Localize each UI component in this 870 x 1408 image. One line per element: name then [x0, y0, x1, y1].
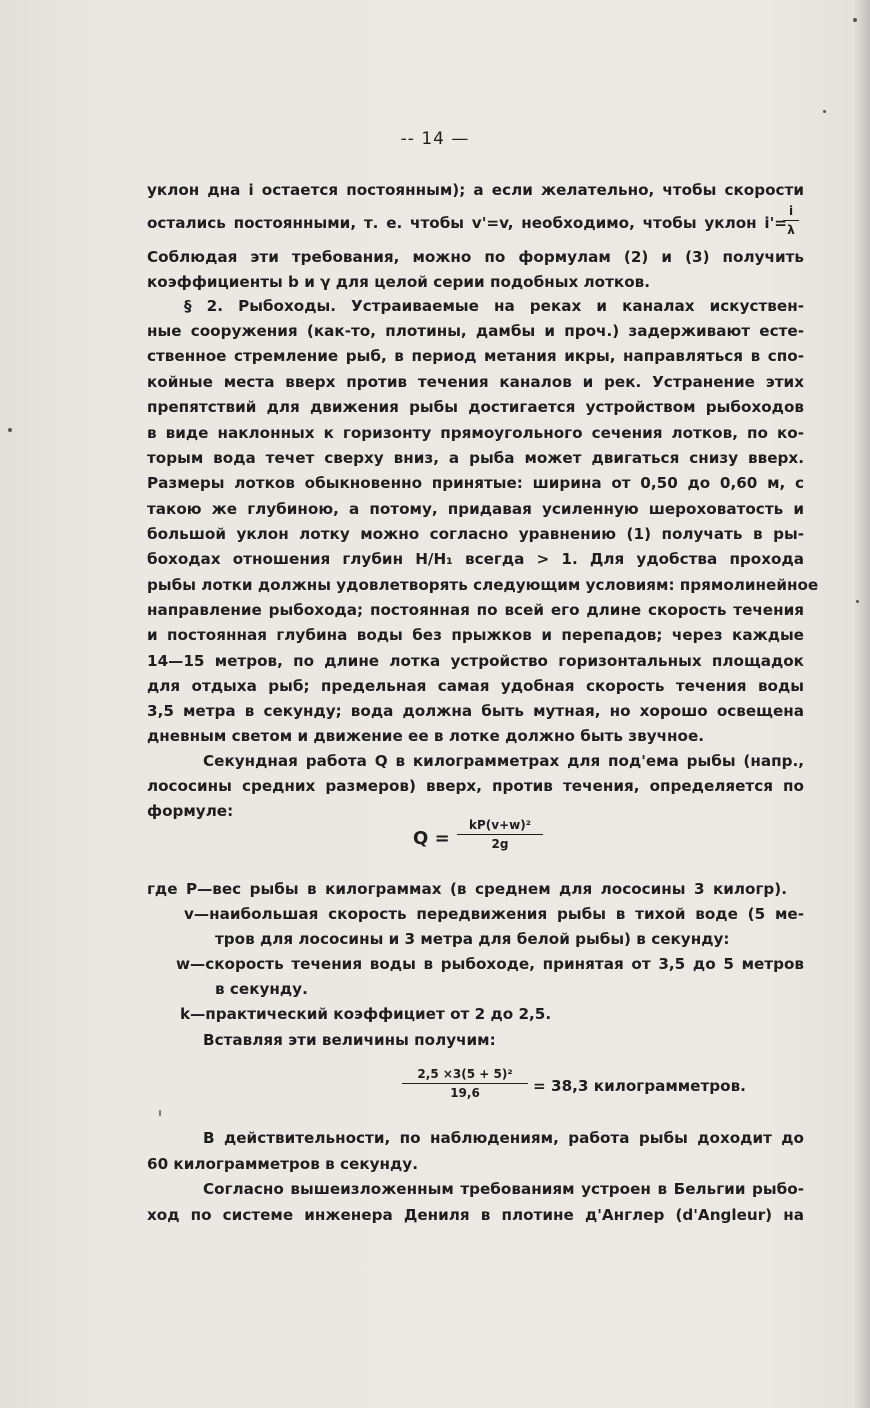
formula2-numerator: 2,5 ×3(5 + 5)²	[402, 1067, 528, 1084]
formula2-fraction	[402, 1067, 528, 1100]
text-line-22: дневным светом и движение ее в лотке должно быть звучное.	[147, 727, 705, 745]
text-line-10: в виде наклонных к горизонту прямоугольного сечения лотков, по ко-	[147, 424, 804, 442]
formula1-lhs: Q =	[413, 828, 450, 849]
speck	[853, 18, 857, 22]
text-line-32: Вставляя эти величины получим:	[203, 1031, 496, 1049]
text-line-8: койные места вверх против течения каналов и рек. Устранение этих	[147, 373, 804, 391]
formula1-fraction	[457, 818, 543, 851]
formula2-denominator: 19,6	[450, 1086, 480, 1100]
text-line-1: уклон дна i остается постоянным); а если желательно, чтобы скорости	[147, 181, 804, 199]
formula1-numerator: kP(v+w)²	[457, 818, 543, 835]
text-line-28: тров для лососины и 3 метра для белой рыбы) в секунду:	[215, 930, 730, 948]
text-line-12: Размеры лотков обыкновенно принятые: ширина от 0,50 до 0,60 м, с	[147, 474, 804, 492]
speck	[856, 600, 859, 603]
text-line-21: 3,5 метра в секунду; вода должна быть мутная, но хорошо освещена	[147, 702, 804, 720]
inline-fraction-numerator: i	[783, 204, 799, 221]
text-line-15: боходах отношения глубин H/H₁ всегда > 1. Для удобства прохода	[147, 550, 804, 568]
paragraph-heading-line: § 2. Рыбоходы. Устраиваемые на реках и каналах искуствен-	[184, 297, 804, 315]
text-line-2: остались постоянными, т. е. чтобы v'=v, необходимо, чтобы уклон i'=	[147, 214, 787, 232]
text-line-18: и постоянная глубина воды без прыжков и перепадов; через каждые	[147, 626, 804, 644]
text-line-35: Согласно вышеизложенным требованиям устроен в Бельгии рыбо-	[203, 1180, 804, 1198]
page-number: -- 14 —	[400, 129, 470, 149]
text-line-17: направление рыбохода; постоянная по всей его длине скорость течения	[147, 601, 804, 619]
text-line-31: k—практический коэффициет от 2 до 2,5.	[180, 1005, 552, 1023]
page-edge-shadow	[854, 0, 870, 1408]
text-line-25: формуле:	[147, 802, 234, 820]
text-line-6: ные сооружения (как-то, плотины, дамбы и проч.) задерживают есте-	[147, 322, 804, 340]
speck	[159, 1110, 161, 1116]
text-line-33: В действительности, по наблюдениям, работа рыбы доходит до	[203, 1129, 804, 1147]
text-line-4: коэффициенты b и γ для целой серии подобных лотков.	[147, 273, 651, 291]
text-line-23: Секундная работа Q в килограмметрах для под'ема рыбы (напр.,	[203, 752, 804, 770]
speck	[823, 110, 826, 113]
text-line-36: ход по системе инженера Дениля в плотине д'Англер (d'Angleur) на	[147, 1206, 804, 1224]
text-line-19: 14—15 метров, по длине лотка устройство горизонтальных площадок	[147, 652, 804, 670]
text-line-34: 60 килограмметров в секунду.	[147, 1155, 418, 1173]
text-line-27: v—наибольшая скорость передвижения рыбы в тихой воде (5 ме-	[184, 905, 804, 923]
text-line-11: торым вода течет сверху вниз, а рыба может двигаться снизу вверх.	[147, 449, 804, 467]
formula1-denominator: 2g	[491, 837, 509, 851]
inline-fraction	[783, 204, 799, 237]
text-line-3: Соблюдая эти требования, можно по формулам (2) и (3) получить	[147, 248, 804, 266]
formula2-rhs: = 38,3 килограмметров.	[533, 1077, 746, 1095]
speck	[8, 428, 12, 432]
text-line-20: для отдыха рыб; предельная самая удобная скорость течения воды	[147, 677, 804, 695]
text-line-26: где P—вес рыбы в килограммах (в среднем для лососины 3 килогр).	[147, 880, 787, 898]
text-line-14: большой уклон лотку можно согласно уравнению (1) получать в ры-	[147, 525, 804, 543]
text-line-9: препятствий для движения рыбы достигается устройством рыбоходов	[147, 398, 804, 416]
inline-fraction-denominator: λ	[787, 223, 795, 237]
text-line-24: лососины средних размеров) вверх, против течения, определяется по	[147, 777, 804, 795]
text-line-7: ственное стремление рыб, в период метания икры, направляться в спо-	[147, 347, 804, 365]
text-line-30: в секунду.	[215, 980, 308, 998]
text-line-13: такою же глубиною, а потому, придавая усиленную шероховатость и	[147, 500, 804, 518]
text-line-16: рыбы лотки должны удовлетворять следующим условиям: прямолинейное	[147, 576, 819, 594]
text-line-29: w—скорость течения воды в рыбоходе, принятая от 3,5 до 5 метров	[176, 955, 804, 973]
